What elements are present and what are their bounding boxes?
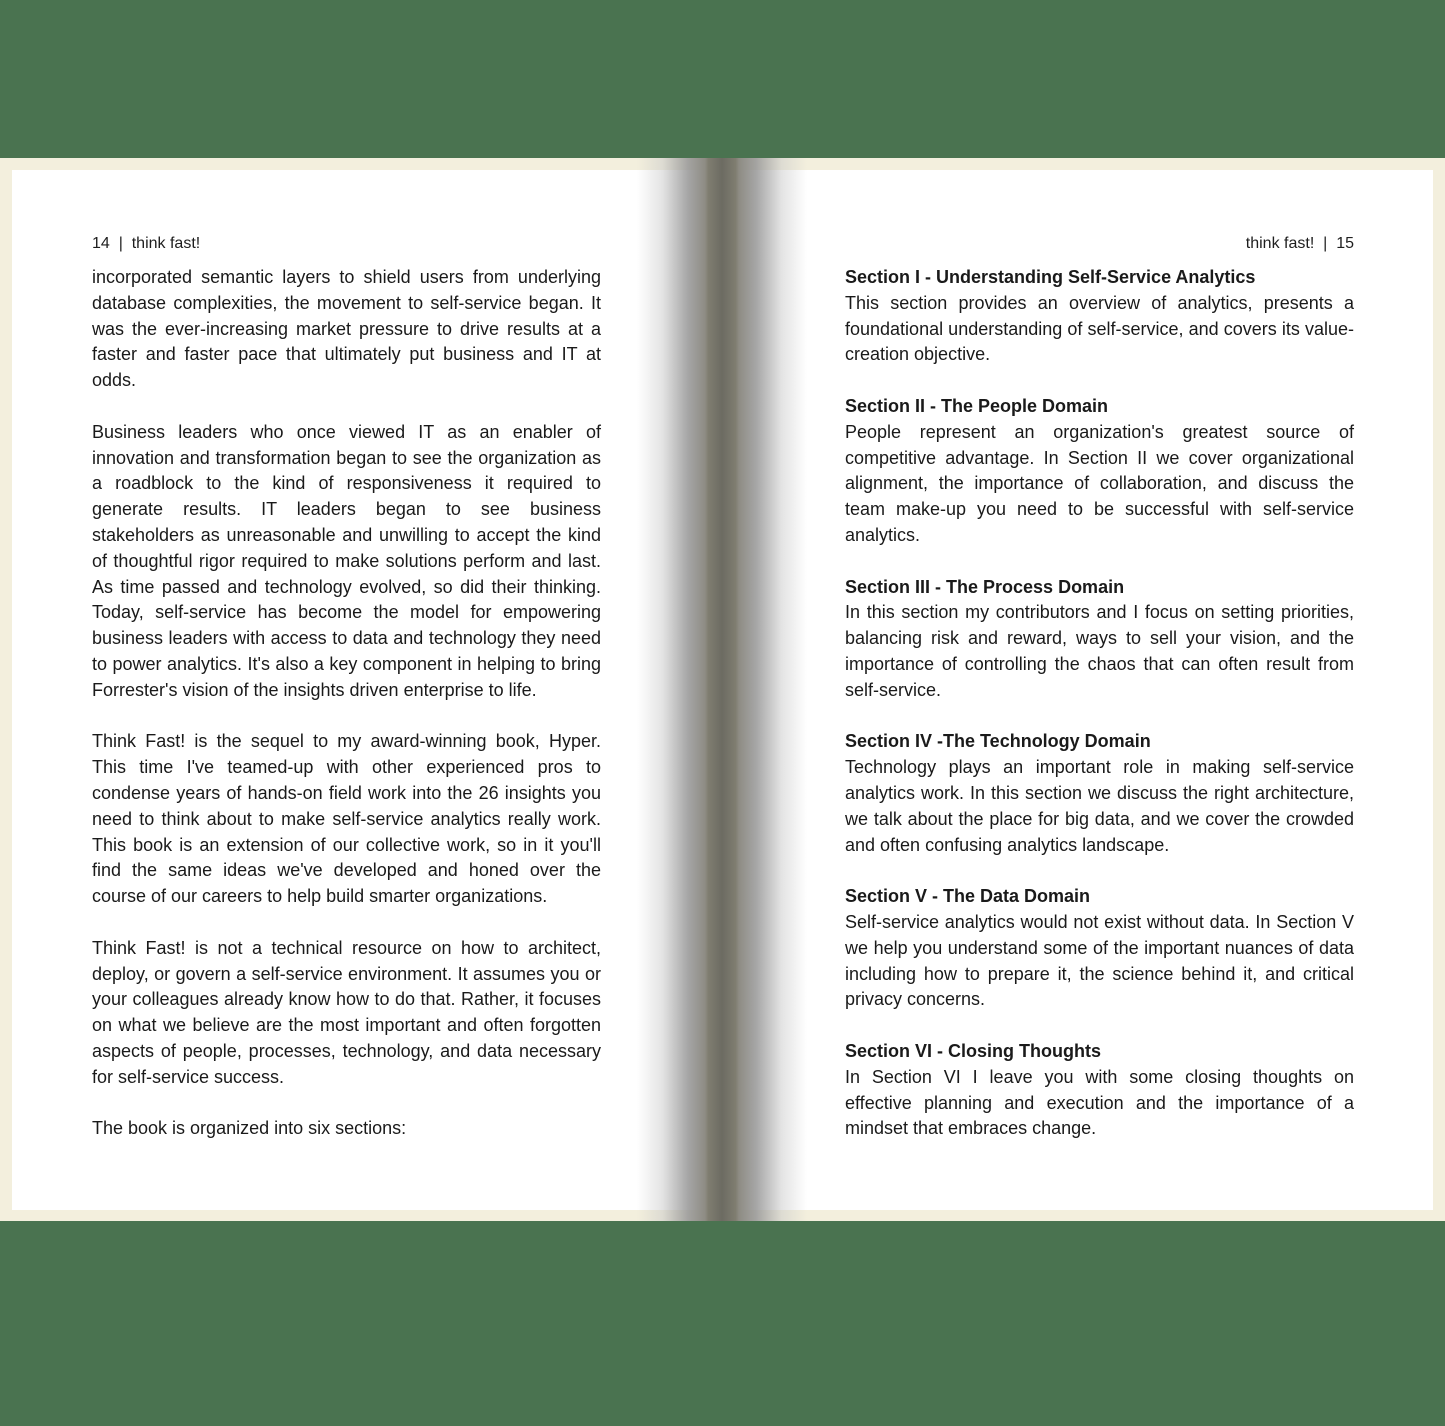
section-title: Section I - Understanding Self-Service Analytics <box>845 267 1256 287</box>
section-title: Section IV -The Technology Domain <box>845 731 1151 752</box>
paragraph: Business leaders who once viewed IT as an enabler of innovation and transformation began to see the organization as a roadblock to the kind of responsiveness it required to generate results. IT leaders began to see business stakeholders as unreasonable and unwilling to accept the kind of thoughtful rigor required to make solutions perform and last. As time passed and technology evolved, so did their thinking. Today, self-service has become the model for empowering business leaders with access to data and technology they need to power analytics. It's also a key component in helping to bring Forrester's vision of the insights driven enterprise to life. <box>92 421 601 700</box>
left-page-body <box>92 265 601 1142</box>
paragraph: The book is organized into six sections: <box>92 1118 407 1139</box>
right-running-head: think fast! | 15 <box>1245 235 1354 252</box>
section-2 <box>845 394 1354 549</box>
section-body: Self-service analytics would not exist without data. In Section V we help you understand some of the important nuances of data including how to prepare it, the science behind it, and critical privacy concerns. <box>845 911 1354 1010</box>
section-title: Section II - The People Domain <box>845 395 1109 416</box>
right-page <box>733 170 1433 1210</box>
open-book <box>0 158 1445 1221</box>
section-5 <box>845 884 1354 1013</box>
book-gutter-shadow <box>637 158 807 1221</box>
section-body: This section provides an overview of analytics, presents a foundational understanding of self-service, and covers its value-creation objective. <box>845 292 1354 365</box>
section-title: Section V - The Data Domain <box>845 886 1091 907</box>
section-title: Section III - The Process Domain <box>845 576 1125 597</box>
section-6 <box>845 1039 1354 1142</box>
section-body: Technology plays an important role in making self-service analytics work. In this section we discuss the right architecture, we talk about the place for big data, and we cover the crowded and often confusing analytics landscape. <box>845 757 1354 855</box>
section-body: In this section my contributors and I focus on setting priorities, balancing risk and reward, ways to sell your vision, and the importance of controlling the chaos that can often result from self-service. <box>845 602 1354 700</box>
section-body: In Section VI I leave you with some closing thoughts on effective planning and execution and the importance of a mindset that embraces change. <box>845 1066 1354 1139</box>
section-body: People represent an organization's greatest source of competitive advantage. In Section II we cover organizational alignment, the importance of collaboration, and discuss the team make-up you need to be successful with self-service analytics. <box>845 421 1354 545</box>
section-1 <box>845 265 1354 368</box>
paragraph: incorporated semantic layers to shield users from underlying database complexities, the movement to self-service began. It was the ever-increasing market pressure to drive results at a faster and faster pace that ultimately put business and IT at odds. <box>92 267 601 391</box>
left-page <box>12 170 712 1210</box>
left-running-head: 14 | think fast! <box>92 235 201 252</box>
section-title: Section VI - Closing Thoughts <box>845 1040 1101 1061</box>
right-page-body <box>845 265 1354 1168</box>
section-3 <box>845 575 1354 704</box>
paragraph: Think Fast! is the sequel to my award-winning book, Hyper. This time I've teamed-up with other experienced pros to condense years of hands-on field work into the 26 insights you need to think about to make self-service analytics really work. This book is an extension of our collective work, so in it you'll find the same ideas we've developed and honed over the course of our careers to help build smarter organizations. <box>92 731 601 907</box>
section-4 <box>845 729 1354 858</box>
paragraph: Think Fast! is not a technical resource on how to architect, deploy, or govern a self-service environment. It assumes you or your colleagues already know how to do that. Rather, it focuses on what we believe are the most important and often forgotten aspects of people, processes, technology, and data necessary for self-service success. <box>92 937 601 1087</box>
